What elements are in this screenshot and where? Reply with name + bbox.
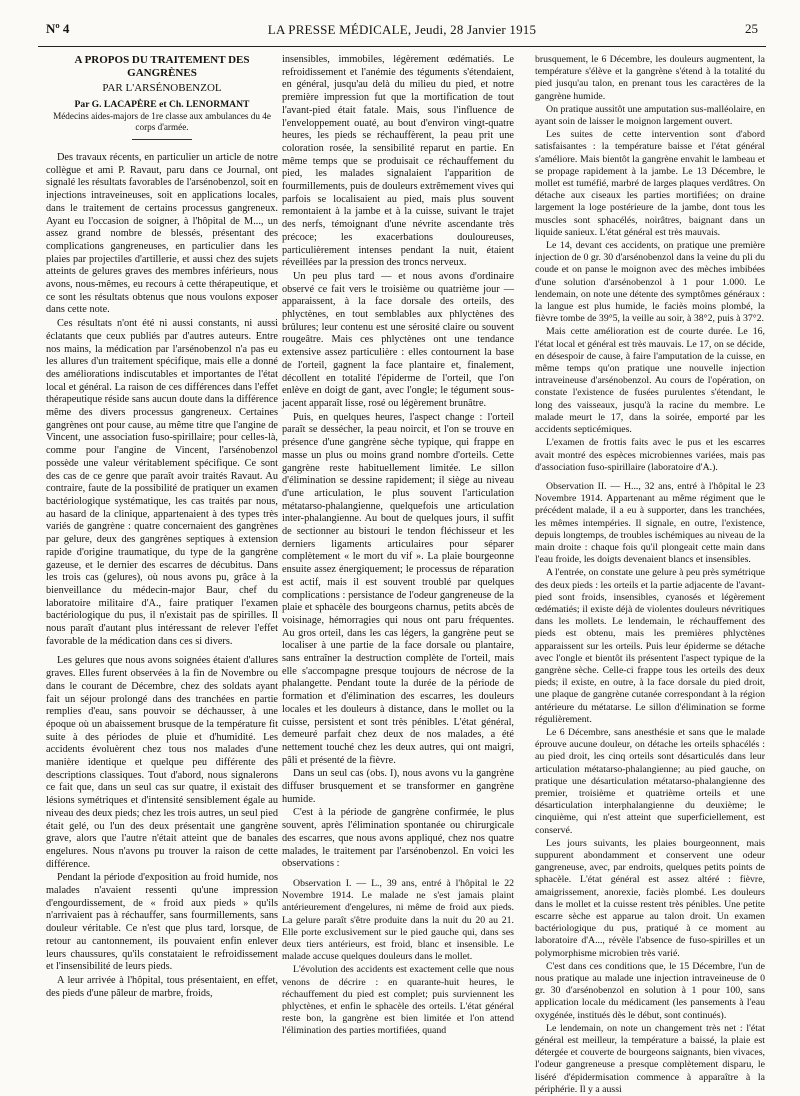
paragraph: C'est à la période de gangrène confirmée, le plus souvent, après l'élimination spontanée ou chirurgicale des escarres, que nous avons appliqué, chez nos quatre malades, le traitement par l'arsénobenzol. En voici les observations : [282,807,514,870]
observation-paragraph: C'est dans ces conditions que, le 15 Décembre, l'un de nous pratique au malade une injection intraveineuse de 0 gr. 30 d'arsénobenzol en solution à 1 pour 100, sans application locale du médicament (les pansements à l'eau oxygénée, institués dès le début, sont continués). [535,960,765,1021]
article-affiliation: Médecins aides-majors de 1re classe aux ambulances du 4e corps d'armée. [53,111,271,132]
paragraph: Puis, en quelques heures, l'aspect change : l'orteil paraît se dessécher, la peau noircit, et l'on se trouve en présence d'une gangrène sèche typique, qui frappe en masse un plus ou moins grand nombre d'orteils. Cette gangrène reste habituellement limitée. Le sillon d'élimination se dessine rapidement; il siège au niveau d'une articulation, le plus souvent l'articulation métatarso-phalangienne, quelquefois une articulation inter-phalangienne. Au bout de quelques jours, il suffit de sectionner au bistouri le tendon fléchisseur et les derniers ligaments articulaires pour séparer complètement « le mort du vif ». La plaie bourgeonne ensuite assez énergiquement; le processus de réparation est actif, mais il est souvent troublé par quelques complications : persistance de l'odeur gangreneuse de la plaie et sphacèle des bourgeons charnus, petits abcès de voisinage, hémorragies qui nous ont paru fréquentes. Au gros orteil, dans les cas légers, la gangrène peut se localiser à une partie de la face dorsale ou plantaire, sans entraîner la destruction complète de l'orteil, mais elle s'accompagne presque toujours de nécrose de la phalangette. Pendant toute la durée de la période de formation et d'élimination des escarres, les douleurs locales et les douleurs à distance, dans le mollet ou la cuisse, persistent et sont très pénibles. L'état général, demeuré parfait chez deux de nos malades, a été nettement touché chez les deux autres, qui ont maigri, pâli et présenté de la fièvre. [282,411,514,766]
observation-paragraph: Observation II. — H..., 32 ans, entré à l'hôpital le 23 Novembre 1914. Appartenant au même régiment que le précédent malade, il a eu à supporter, dans les tranchées, les mêmes intempéries. Il signale, en outre, l'existence, depuis longtemps, de troubles ischémiques au niveau de la main droite : chaque fois qu'il plongeait cette main dans l'eau froide, les doigts devenaient blancs et insensibles. [535,480,765,566]
paragraph: A leur arrivée à l'hôpital, tous présentaient, en effet, des pieds d'une pâleur de marbre, froids, [46,975,278,999]
title-rule [132,139,192,140]
observation-paragraph: On pratique aussitôt une amputation sus-malléolaire, en ayant soin de laisser le moignon largement ouvert. [535,103,765,128]
observation-paragraph: Les suites de cette intervention sont d'abord satisfaisantes : la température baisse et l'état général s'améliore. Mais bientôt la gangrène envahit le lambeau et se propage rapidement à la jambe. Le 13 Décembre, le mollet est tuméfié, marbré de larges plaques verdâtres. On détache aux ciseaux les parties mortifiées; on draine largement la loge postérieure de la jambe, dont tous les muscles sont sphacélés, noirâtres, baignant dans un liquide sanieux. L'état général est très mauvais. [535,129,765,238]
issue-number: Nº 4 [46,21,70,36]
observation-paragraph: Les jours suivants, les plaies bourgeonnent, mais suppurent abondamment et conservent une odeur gangreneuse, avec, par endroits, quelques petits points de sphacèle. L'état général est assez altéré : fièvre, amaigrissement, anorexie, faciès plombé. Les douleurs dans le mollet et la cuisse restent très pénibles. Une petite escarre sèche est apparue au talon droit. Un examen bactériologique du pus, pratiqué à ce moment au laboratoire d'A..., révèle l'absence de fuso-spirilles et un polymorphisme microbien très varié. [535,837,765,959]
observation-paragraph: Observation I. — L., 39 ans, entré à l'hôpital le 22 Novembre 1914. Le malade ne s'est jamais plaint antérieurement d'engelures, ni même de froid aux pieds. La gelure paraît s'être produite dans la nuit du 20 au 21. Elle porte exclusivement sur le pied gauche qui, dans ses deux tiers antérieurs, est froid, blanc et insensible. Le malade accuse quelques douleurs dans le mollet. [282,878,514,963]
observation-paragraph: Le 14, devant ces accidents, on pratique une première injection de 0 gr. 30 d'arsénobenzol dans la veine du pli du coude et on panse le moignon avec des mèches imbibées d'une solution d'arsénobenzol à 1 pour 1.000. Le lendemain, on note une détente des symptômes généraux : la langue est plus humide, le faciès moins plombé, la fièvre tombe de 39°5, la veille au soir, à 38°2, puis à 37°2. [535,240,765,325]
paragraph: Des travaux récents, en particulier un article de notre collègue et ami P. Ravaut, paru dans ce Journal, ont signalé les résultats favorables de l'arsénobenzol, soit en injections intraveineuses, soit en applications locales, dans le traitement de certains processus gangreneux. Ayant eu l'occasion de soigner, à l'hôpital de M..., un assez grand nombre de blessés, présentant des complications gangreneuses, en particulier dans les plaies par projectiles d'artillerie, et aussi chez des sujets atteints de gelures graves des membres inférieurs, nous avons, nous-mêmes, eu recours à cette thérapeutique, et ce sont les résultats obtenus que nous voulons exposer dans cette note. [46,152,278,316]
article-subtitle: PAR L'ARSÉNOBENZOL [102,82,222,94]
article-title: A PROPOS DU TRAITEMENT DES GANGRÈNES [74,54,250,79]
observation-paragraph: brusquement, le 6 Décembre, les douleurs augmentent, la température s'élève et la gangrène s'étend à la totalité du pied jusqu'au talon, en prenant tous les caractères de la gangrène humide. [535,54,765,102]
paragraph: Ces résultats n'ont été ni aussi constants, ni aussi éclatants que ceux publiés par d'autres auteurs. Entre nos mains, la médication par l'arsénobenzol n'a pas eu les allures d'un traitement spécifique, mais elle a donné des améliorations indiscutables et importantes de l'état local et général. La raison de ces différences dans l'effet thérapeutique réside sans aucun doute dans la différence même des divers processus gangreneux. Certaines gangrènes ont pour cause, au même titre que l'angine de Vincent, une association fuso-spirillaire; pour celles-là, comme pour l'angine de Vincent, l'arsénobenzol possède une valeur véritablement spécifique. Ce sont des cas de ce genre que paraît avoir traités Ravaut. Au contraire, faute de la possibilité de pratiquer un examen bactériologique systématique, les cas traités par nous, au hasard de la clinique, appartenaient à des types très variés de gangrène : quatre concernaient des gangrènes par gelure, deux des gangrènes septiques à extension rapide d'origine traumatique, du type de la gangrène gazeuse, et le dernier des escarres de décubitus. Dans les trois cas (gelures), où nous avons pu, grâce à la bienveillance du médecin-major Baur, chef du laboratoire militaire d'A., faire pratiquer l'examen bactériologique du pus, il n'existait pas de spirilles. Il nous paraît d'autant plus intéressant de relever l'effet favorable de la médication dans ces si divers. [46,318,278,647]
paragraph: insensibles, immobiles, légèrement œdématiés. Le refroidissement et l'anémie des téguments s'étendaient, en général, jusqu'au delà du milieu du pied, et notre première impression fut que la mortification de tout l'avant-pied était fatale. Mais, sous l'influence de l'enveloppement ouaté, au bout d'environ vingt-quatre heures, les pieds se réchauffèrent, la peau prit une coloration rosée, la sensibilité reparut en partie. En même temps que se produisait ce réchauffement du pied, les malades signalaient l'apparition de fourmillements, puis de douleurs extrêmement vives qui parfois se localisaient au pied, mais plus souvent remontaient à la jambe et à la cuisse, suivant le trajet des nerfs, témoignant d'une névrite ascendante très précoce; les exacerbations douloureuses, particulièrement intenses pendant la nuit, étaient réveillées par la pression des troncs nerveux. [282,54,514,269]
observation-paragraph: Mais cette amélioration est de courte durée. Le 16, l'état local et général est très mauvais. Le 17, on se décide, en désespoir de cause, à faire l'amputation de la cuisse, en même temps qu'on pratique une nouvelle injection intraveineuse d'arsénobenzol. Au cours de l'opération, on constate l'existence de fusées purulentes s'étendant, le long des vaisseaux, jusqu'à la racine du membre. Le malade meurt le 17, dans la soirée, emporté par les accidents septicémiques. [535,326,765,436]
observation-paragraph: L'évolution des accidents est exactement celle que nous venons de décrire : en quarante-huit heures, le réchauffement du pied est complet; puis surviennent les phlyctènes, et enfin le sphacèle des orteils. L'état général reste bon, la gangrène est bien limitée et l'on attend l'élimination des parties mortifiées, quand [282,964,514,1037]
column-3 [535,54,765,1095]
paragraph: Dans un seul cas (obs. I), nous avons vu la gangrène diffuser brusquement et se transformer en gangrène humide. [282,768,514,805]
observation-paragraph: Le lendemain, on note un changement très net : l'état général est meilleur, la température a baissé, la plaie est détergée et couverte de bourgeons saignants, bien vivaces, l'odeur gangreneuse a presque complètement disparu, le liséré d'épidermisation commence à apparaître à la périphérie. Il y a aussi [535,1022,765,1095]
page-header [38,10,766,47]
paragraph: Pendant la période d'exposition au froid humide, nos malades n'avaient ressenti qu'une impression d'engourdissement, de « froid aux pieds » qu'ils n'arrivaient pas à réchauffer, sans fourmillements, sans douleur véritable. Ce n'est que plus tard, lorsque, de retour au cantonnement, ils pouvaient enfin enlever leurs chaussures, qu'ils constataient le refroidissement et l'insensibilité de leurs pieds. [46,872,278,973]
observation-paragraph: L'examen de frottis faits avec le pus et les escarres avait montré des espèces microbiennes variées, mais pas d'association fuso-spirillaire (laboratoire d'A.). [535,437,765,473]
column-2 [282,54,514,1078]
article-title-block [46,54,278,140]
page-number: 25 [745,21,758,36]
column-1 [46,54,278,1078]
paragraph: Les gelures que nous avons soignées étaient d'allures graves. Elles furent observées à la fin de Novembre ou dans le courant de Décembre, chez des soldats ayant fait un séjour prolongé dans des tranchées en partie remplies d'eau, sans pouvoir se déchausser, à une époque où un abaissement brusque de la température fit suite à des périodes de pluie et d'humidité. Les accidents évoluèrent chez tous nos malades d'une manière identique et quelque peu différente des descriptions classiques. Tout d'abord, nous signalerons ce fait que, dans un seul cas sur quatre, il existait des lésions symétriques et d'intensité sensiblement égale au niveau des deux pieds; chez les trois autres, un seul pied était gelé, ou l'un des deux présentait une gangrène grave, alors que l'autre n'était atteint que de banales engelures. Nous n'avons pu trouver la raison de cette différence. [46,655,278,870]
observation-paragraph: A l'entrée, on constate une gelure à peu près symétrique des deux pieds : les orteils et la partie adjacente de l'avant-pied sont froids, insensibles, cyanosés et légèrement œdématiés; il existe déjà de violentes douleurs névritiques dans les mollets. Le lendemain, le réchauffement des pieds est obtenu, mais les premières phlyctènes apparaissent sur les orteils. Puis leur épiderme se détache avec l'ongle et bientôt ils présentent l'aspect typique de la gangrène sèche. Celle-ci frappe tous les orteils des deux pieds; il existe, en outre, à la face dorsale du pied droit, une plaque de gangrène cutanée correspondant à la région antérieure du métatarse. Le sillon d'élimination se forme régulièrement. [535,567,765,725]
observation-paragraph: Le 6 Décembre, sans anesthésie et sans que le malade éprouve aucune douleur, on détache les orteils sphacélés : au pied droit, les cinq orteils sont désarticulés dans leur articulation métatarso-phalangienne; au pied gauche, on pratique une désarticulation métatarso-phalangienne des premier, troisième et quatrième orteils et une désarticulation interphalangienne du deuxième; le cinquième, qui n'est atteint que superficiellement, est conservé. [535,726,765,836]
journal-running-head: LA PRESSE MÉDICALE, Jeudi, 28 Janvier 1915 [267,22,537,37]
paragraph: Un peu plus tard — et nous avons d'ordinaire observé ce fait vers le troisième ou quatrième jour — apparaissent, à la face dorsale des orteils, des phlyctènes, en tout semblables aux phlyctènes des brûlures; leur contenu est une sérosité claire ou souvent rougeâtre. Mais ces phlyctènes ont une tendance extensive assez particulière : elles contournent la base de l'orteil, gagnent la face plantaire et, finalement, décollent en totalité l'épiderme de l'orteil, que l'on enlève en doigt de gant, avec l'ongle; le tégument sous-jacent apparaît lisse, rosé ou légèrement brunâtre. [282,270,514,409]
article-authors: Par G. LACAPÈRE et Ch. LENORMANT [74,99,250,110]
